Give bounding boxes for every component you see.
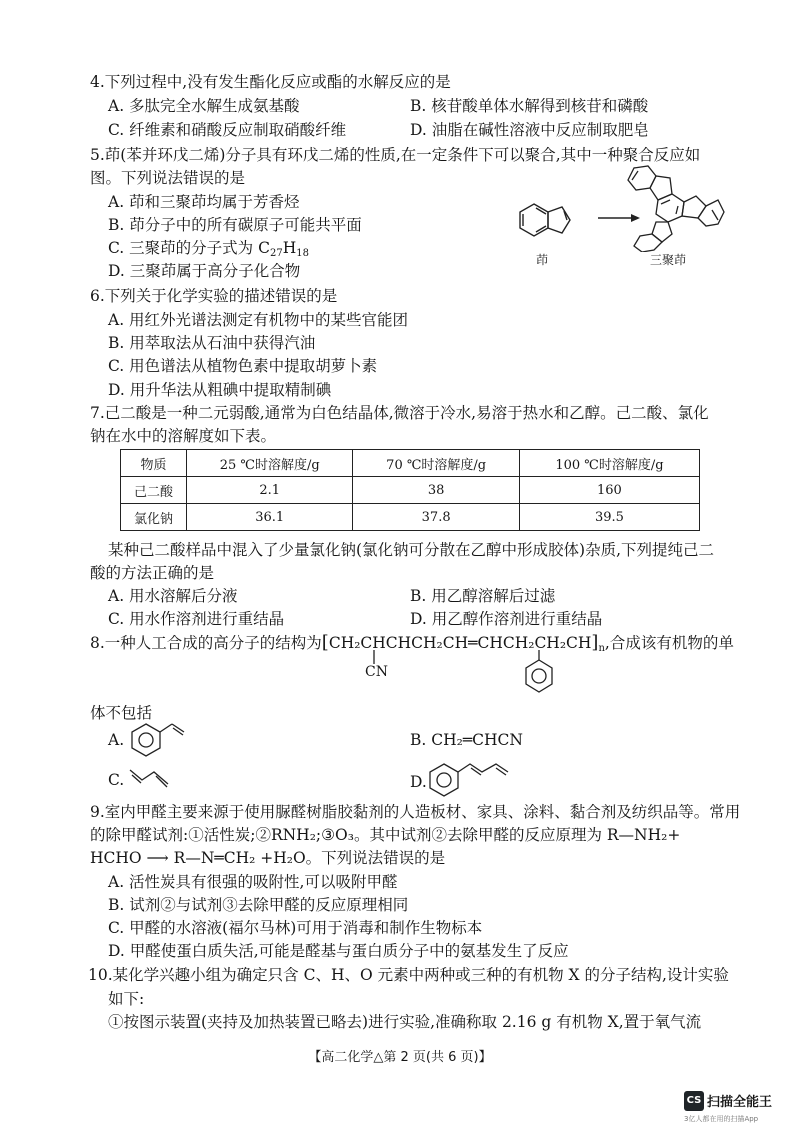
brand-tagline: 3亿人都在用的扫描App: [684, 1115, 759, 1123]
q6-stem: 6.下列关于化学实验的描述错误的是: [90, 287, 338, 305]
table-row: [121, 477, 700, 504]
table-cell: 160: [519, 477, 699, 504]
q4-option-a: A. 多肽完全水解生成氨基酸: [108, 97, 300, 115]
q7-stem-line2: 钠在水中的溶解度如下表。: [90, 427, 277, 445]
butadiene-structure: [128, 766, 174, 792]
scanner-brand: [684, 1090, 772, 1111]
table-cell: 39.5: [519, 504, 699, 531]
q7-option-d: D. 用乙醇作溶剂进行重结晶: [410, 610, 603, 628]
q8-stem-line1: 8.一种人工合成的高分子的结构为$[CH_2CHCHCH_2CH═CHCH_2CH_2CH]_n$,合成该有机物的单: [90, 632, 734, 654]
indene-structure: [512, 198, 582, 246]
q9-option-a: A. 活性炭具有很强的吸附性,可以吸附甲醛: [108, 873, 398, 891]
table-header: 物质: [121, 450, 187, 477]
q4-option-b: B. 核苷酸单体水解得到核苷和磷酸: [410, 97, 649, 115]
solubility-table: [120, 449, 700, 531]
q8-option-c-label: C.: [108, 771, 125, 789]
table-header: 100 ℃时溶解度/g: [519, 450, 699, 477]
q8-option-a-label: A.: [108, 731, 125, 749]
q4-stem: 4.下列过程中,没有发生酯化反应或酯的水解反应的是: [90, 73, 451, 91]
q5-stem-line1: 5.茚(苯并环戊二烯)分子具有环戊二烯的性质,在一定条件下可以聚合,其中一种聚合反应如: [90, 146, 701, 164]
table-cell: 36.1: [186, 504, 352, 531]
q5-option-c: C. 三聚茚的分子式为 $C_{27}H_{18}$: [108, 239, 309, 259]
phenylbutadiene-structure: [426, 758, 512, 798]
table-row: [121, 504, 700, 531]
q8-option-b: B. CH₂═CHCN: [410, 731, 523, 749]
q7-option-c: C. 用水作溶剂进行重结晶: [108, 610, 285, 628]
q7-stem-line1: 7.己二酸是一种二元弱酸,通常为白色结晶体,微溶于冷水,易溶于热水和乙醇。己二酸、氯化: [90, 404, 709, 422]
q9-option-d: D. 甲醛使蛋白质失活,可能是醛基与蛋白质分子中的氨基发生了反应: [108, 942, 569, 960]
q5-option-d: D. 三聚茚属于高分子化合物: [108, 262, 301, 280]
q4-option-c: C. 纤维素和硝酸反应制取硝酸纤维: [108, 121, 347, 139]
truxene-label: 三聚茚: [650, 253, 687, 267]
q9-stem-line2: 的除甲醛试剂:①活性炭;②RNH₂;③O₃。其中试剂②去除甲醛的反应原理为 R—NH₂+: [90, 826, 681, 844]
camscanner-logo-icon: CS: [684, 1091, 704, 1111]
q6-option-a: A. 用红外光谱法测定有机物中的某些官能团: [108, 311, 409, 329]
q6-option-d: D. 用升华法从粗碘中提取精制碘: [108, 381, 332, 399]
q10-stem-line2: 如下:: [108, 990, 145, 1008]
truxene-structure: [614, 160, 726, 252]
styrene-structure: [126, 720, 190, 760]
q6-option-b: B. 用萃取法从石油中获得汽油: [108, 334, 316, 352]
q7-option-a: A. 用水溶解后分液: [108, 587, 238, 605]
table-cell: 己二酸: [121, 477, 187, 504]
polymer-formula: CH₂CHCHCH₂CH═CHCH₂CH₂CH: [328, 634, 592, 652]
q7-after-line1: 某种己二酸样品中混入了少量氯化钠(氯化钠可分散在乙醇中形成胶体)杂质,下列提纯己二: [108, 541, 715, 559]
q8-stem-line2: 体不包括: [90, 704, 153, 722]
table-header: 25 ℃时溶解度/g: [186, 450, 352, 477]
table-header-row: [121, 450, 700, 477]
q9-option-b: B. 试剂②与试剂③去除甲醛的反应原理相同: [108, 896, 409, 914]
page-footer: 【高二化学△第 2 页(共 6 页)】: [308, 1050, 492, 1065]
q5-option-a: A. 茚和三聚茚均属于芳香烃: [108, 193, 300, 211]
q7-option-b: B. 用乙醇溶解后过滤: [410, 587, 556, 605]
table-cell: 2.1: [186, 477, 352, 504]
q7-after-line2: 酸的方法正确的是: [90, 564, 215, 582]
table-cell: 氯化钠: [121, 504, 187, 531]
q5-stem-line2: 图。下列说法错误的是: [90, 169, 246, 187]
cn-substituent: CN: [365, 664, 388, 680]
q9-stem-line1: 9.室内甲醛主要来源于使用脲醛树脂胶黏剂的人造板材、家具、涂料、黏合剂及纺织品等。常用: [90, 803, 741, 821]
q10-stem-line1: 10.某化学兴趣小组为确定只含 C、H、O 元素中两种或三种的有机物 X 的分子结构,设计实验: [88, 966, 729, 984]
table-cell: 38: [353, 477, 519, 504]
q9-stem-line3: HCHO ⟶ R—N═CH₂ +H₂O。下列说法错误的是: [90, 849, 446, 867]
q6-option-c: C. 用色谱法从植物色素中提取胡萝卜素: [108, 357, 378, 375]
table-cell: 37.8: [353, 504, 519, 531]
indene-label: 茚: [536, 253, 549, 267]
q9-option-c: C. 甲醛的水溶液(福尔马林)可用于消毒和制作生物标本: [108, 919, 483, 937]
q10-stem-line3: ①按图示装置(夹持及加热装置已略去)进行实验,准确称取 2.16 g 有机物 X,置于氧气流: [108, 1013, 702, 1031]
table-header: 70 ℃时溶解度/g: [353, 450, 519, 477]
phenyl-substituent: [522, 650, 556, 696]
q8-option-d-label: D.: [410, 773, 427, 791]
q5-option-b: B. 茚分子中的所有碳原子可能共平面: [108, 216, 362, 234]
brand-name: 扫描全能王: [707, 1095, 773, 1110]
q4-option-d: D. 油脂在碱性溶液中反应制取肥皂: [410, 121, 649, 139]
